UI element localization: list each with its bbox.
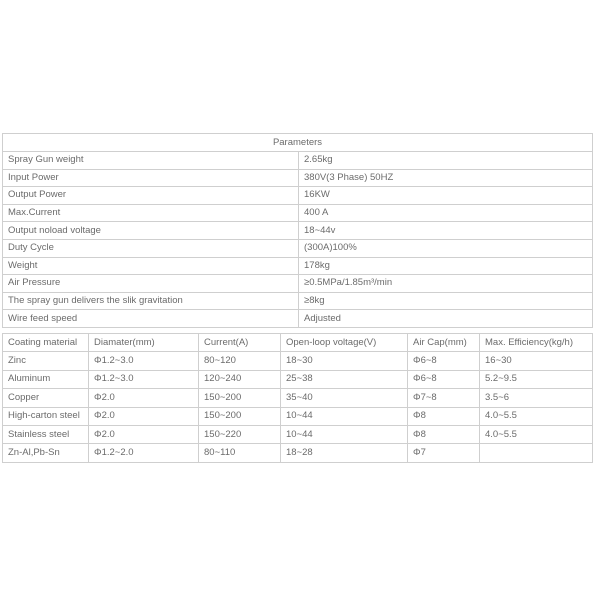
coating-row — [3, 352, 593, 370]
coating-table — [2, 333, 593, 463]
parameter-label: Weight — [3, 257, 299, 275]
parameter-value: 18~44v — [299, 222, 593, 240]
coating-row — [3, 370, 593, 388]
parameter-label: The spray gun delivers the slik gravitation — [3, 292, 299, 310]
parameter-row — [3, 169, 593, 187]
coating-header-row — [3, 333, 593, 351]
coating-cell: Zn-Al,Pb-Sn — [3, 444, 89, 462]
parameters-title-row — [3, 134, 593, 152]
parameter-row — [3, 152, 593, 170]
parameter-label: Max.Current — [3, 204, 299, 222]
coating-cell — [480, 444, 593, 462]
coating-cell: 150~220 — [199, 425, 281, 443]
coating-column-header: Open-loop voltage(V) — [281, 333, 408, 351]
coating-cell: 3.5~6 — [480, 389, 593, 407]
parameter-label: Output Power — [3, 187, 299, 205]
parameter-value: 178kg — [299, 257, 593, 275]
parameter-value: (300A)100% — [299, 239, 593, 257]
parameter-value: 16KW — [299, 187, 593, 205]
coating-cell: 4.0~5.5 — [480, 425, 593, 443]
parameter-label: Spray Gun weight — [3, 152, 299, 170]
coating-cell: 25~38 — [281, 370, 408, 388]
coating-cell: Φ1.2~3.0 — [89, 370, 199, 388]
parameter-row — [3, 187, 593, 205]
coating-cell: Φ7 — [408, 444, 480, 462]
coating-cell: 80~110 — [199, 444, 281, 462]
coating-column-header: Air Cap(mm) — [408, 333, 480, 351]
parameter-row — [3, 310, 593, 328]
coating-column-header: Current(A) — [199, 333, 281, 351]
coating-row — [3, 425, 593, 443]
coating-cell: 150~200 — [199, 389, 281, 407]
coating-cell: Φ1.2~2.0 — [89, 444, 199, 462]
coating-cell: 18~30 — [281, 352, 408, 370]
coating-column-header: Max. Efficiency(kg/h) — [480, 333, 593, 351]
coating-cell: Φ1.2~3.0 — [89, 352, 199, 370]
coating-cell: Φ2.0 — [89, 407, 199, 425]
parameter-label: Air Pressure — [3, 275, 299, 293]
coating-cell: 10~44 — [281, 407, 408, 425]
parameter-label: Duty Cycle — [3, 239, 299, 257]
parameter-row — [3, 222, 593, 240]
parameter-row — [3, 257, 593, 275]
coating-row — [3, 444, 593, 462]
parameters-table — [2, 133, 593, 328]
coating-cell: Φ8 — [408, 425, 480, 443]
coating-cell: Copper — [3, 389, 89, 407]
parameter-row — [3, 204, 593, 222]
coating-cell: Φ2.0 — [89, 389, 199, 407]
coating-cell: 10~44 — [281, 425, 408, 443]
coating-row — [3, 389, 593, 407]
coating-cell: Stainless steel — [3, 425, 89, 443]
parameter-label: Output noload voltage — [3, 222, 299, 240]
coating-cell: Aluminum — [3, 370, 89, 388]
parameter-value: 400 A — [299, 204, 593, 222]
parameter-row — [3, 239, 593, 257]
coating-cell: High-carton steel — [3, 407, 89, 425]
coating-cell: 120~240 — [199, 370, 281, 388]
spec-document — [2, 133, 593, 463]
coating-cell: 5.2~9.5 — [480, 370, 593, 388]
coating-cell: 150~200 — [199, 407, 281, 425]
coating-cell: Φ8 — [408, 407, 480, 425]
parameter-value: 2.65kg — [299, 152, 593, 170]
coating-cell: 18~28 — [281, 444, 408, 462]
coating-cell: Zinc — [3, 352, 89, 370]
parameters-title: Parameters — [3, 134, 593, 152]
coating-cell: 80~120 — [199, 352, 281, 370]
parameter-value: 380V(3 Phase) 50HZ — [299, 169, 593, 187]
parameter-value: ≥0.5MPa/1.85m³/min — [299, 275, 593, 293]
coating-cell: 4.0~5.5 — [480, 407, 593, 425]
coating-cell: 35~40 — [281, 389, 408, 407]
coating-cell: 16~30 — [480, 352, 593, 370]
coating-column-header: Coating material — [3, 333, 89, 351]
coating-cell: Φ6~8 — [408, 370, 480, 388]
coating-column-header: Diamater(mm) — [89, 333, 199, 351]
parameter-value: ≥8kg — [299, 292, 593, 310]
coating-row — [3, 407, 593, 425]
coating-cell: Φ7~8 — [408, 389, 480, 407]
parameter-label: Wire feed speed — [3, 310, 299, 328]
coating-cell: Φ6~8 — [408, 352, 480, 370]
parameter-row — [3, 275, 593, 293]
parameter-row — [3, 292, 593, 310]
coating-cell: Φ2.0 — [89, 425, 199, 443]
parameter-value: Adjusted — [299, 310, 593, 328]
parameter-label: Input Power — [3, 169, 299, 187]
